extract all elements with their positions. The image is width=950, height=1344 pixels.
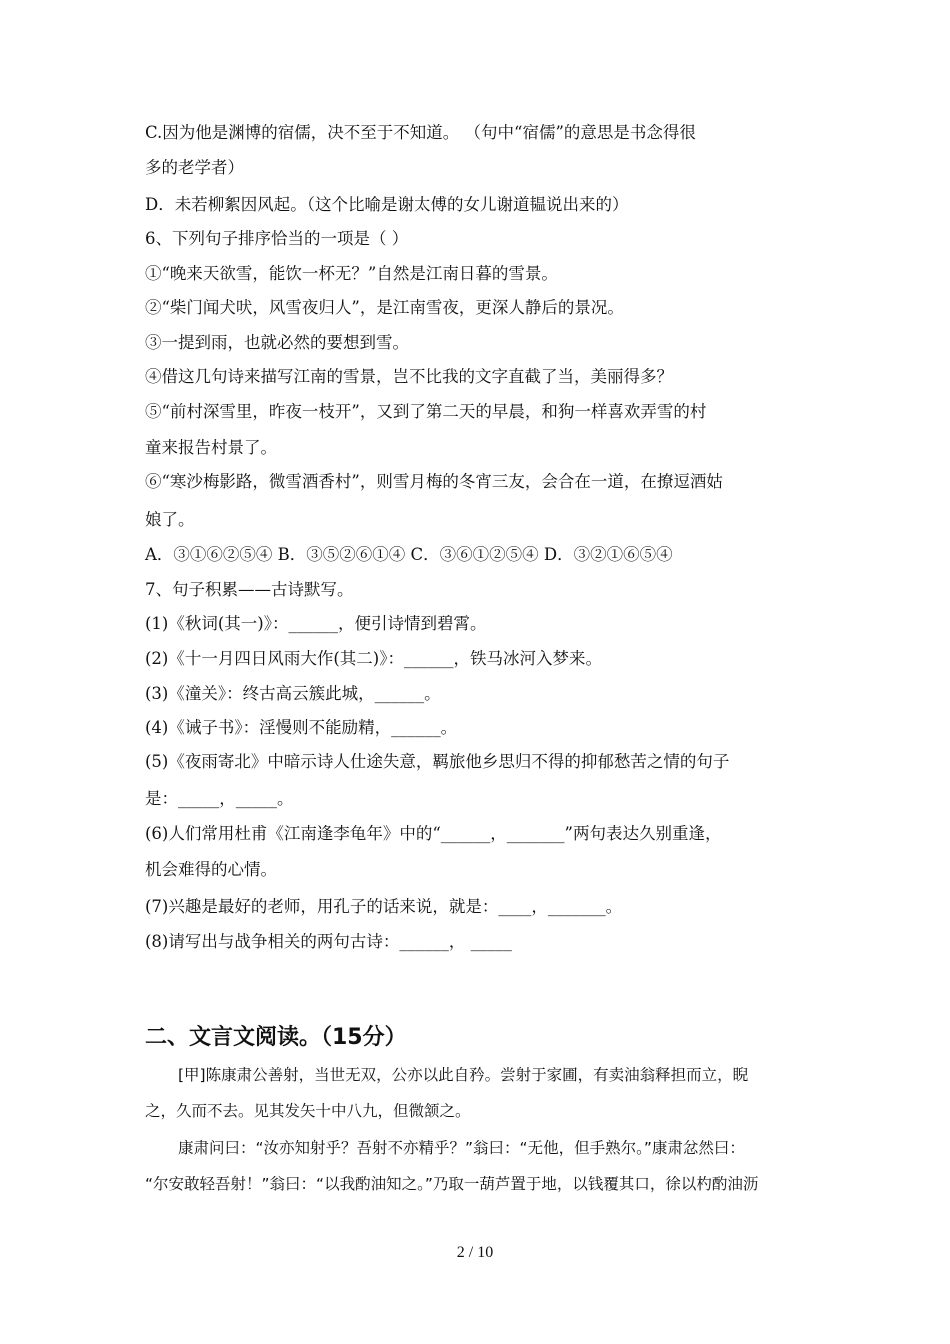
section-title: 二、文言文阅读。（15分） [145,1025,407,1050]
question-6-options: A．③①⑥②⑤④ B．③⑤②⑥①④ C．③⑥①②⑤④ D．③②①⑥⑤④ [145,545,673,564]
sentence-2: ②“柴门闻犬吠，风雪夜归人”，是江南雪夜，更深人静后的景况。 [145,298,624,317]
sentence-1: ①“晚来天欲雪，能饮一杯无？”自然是江南日暮的雪景。 [145,264,558,283]
question-7-item-8: (8)请写出与战争相关的两句古诗：______， _____ [145,932,512,951]
sentence-5-continued: 童来报告村景了。 [145,438,277,457]
question-7-item-2: (2)《十一月四日风雨大作(其二)》：______，铁马冰河入梦来。 [145,649,602,668]
sentence-6-continued: 娘了。 [145,510,195,529]
question-7-item-5: (5)《夜雨寄北》中暗示诗人仕途失意，羁旅他乡思归不得的抑郁愁苦之情的句子 [145,752,730,771]
question-7-item-6-continued: 机会难得的心情。 [145,860,277,879]
passage-line-1: [甲]陈康肃公善射，当世无双，公亦以此自矜。尝射于家圃，有卖油翁释担而立，睨 [178,1066,749,1084]
sentence-3: ③一提到雨，也就必然的要想到雪。 [145,333,409,352]
question-7-item-6: (6)人们常用杜甫《江南逢李龟年》中的“______，_______”两句表达久别重逢， [145,824,722,843]
question-7: 7、句子积累——古诗默写。 [145,580,354,599]
question-7-item-3: (3)《潼关》：终古高云簇此城，______。 [145,684,441,703]
passage-line-3: 康肃问曰：“汝亦知射乎？吾射不亦精乎？”翁曰：“无他，但手熟尔。”康肃忿然曰： [178,1139,745,1157]
passage-line-2: 之，久而不去。见其发矢十中八九，但微颔之。 [145,1102,471,1120]
sentence-5: ⑤“前村深雪里，昨夜一枝开”，又到了第二天的早晨，和狗一样喜欢弄雪的村 [145,402,707,421]
question-7-item-7: (7)兴趣是最好的老师，用孔子的话来说，就是：____，_______。 [145,897,623,916]
sentence-6: ⑥“寒沙梅影路，微雪酒香村”，则雪月梅的冬宵三友，会合在一道，在撩逗酒姑 [145,472,723,491]
option-d-line: D．未若柳絮因风起。（这个比喻是谢太傅的女儿谢道韫说出来的） [145,195,629,214]
page-number: 2 / 10 [456,1244,494,1261]
option-c-line: C.因为他是渊博的宿儒，决不至于不知道。 （句中“宿儒”的意思是书念得很 [145,123,696,142]
question-7-item-5-continued: 是：_____，_____。 [145,789,294,808]
question-7-item-1: (1)《秋词(其一)》：______，便引诗情到碧霄。 [145,614,487,633]
sentence-4: ④借这几句诗来描写江南的雪景，岂不比我的文字直截了当，美丽得多？ [145,367,673,386]
question-7-item-4: (4)《诫子书》：淫慢则不能励精，______。 [145,718,458,737]
passage-line-4: “尔安敢轻吾射！”翁曰：“以我酌油知之。”乃取一葫芦置于地，以钱覆其口，徐以杓酌油沥 [145,1175,759,1193]
question-6: 6、下列句子排序恰当的一项是（ ） [145,229,409,248]
option-c-continued: 多的老学者） [145,158,244,177]
